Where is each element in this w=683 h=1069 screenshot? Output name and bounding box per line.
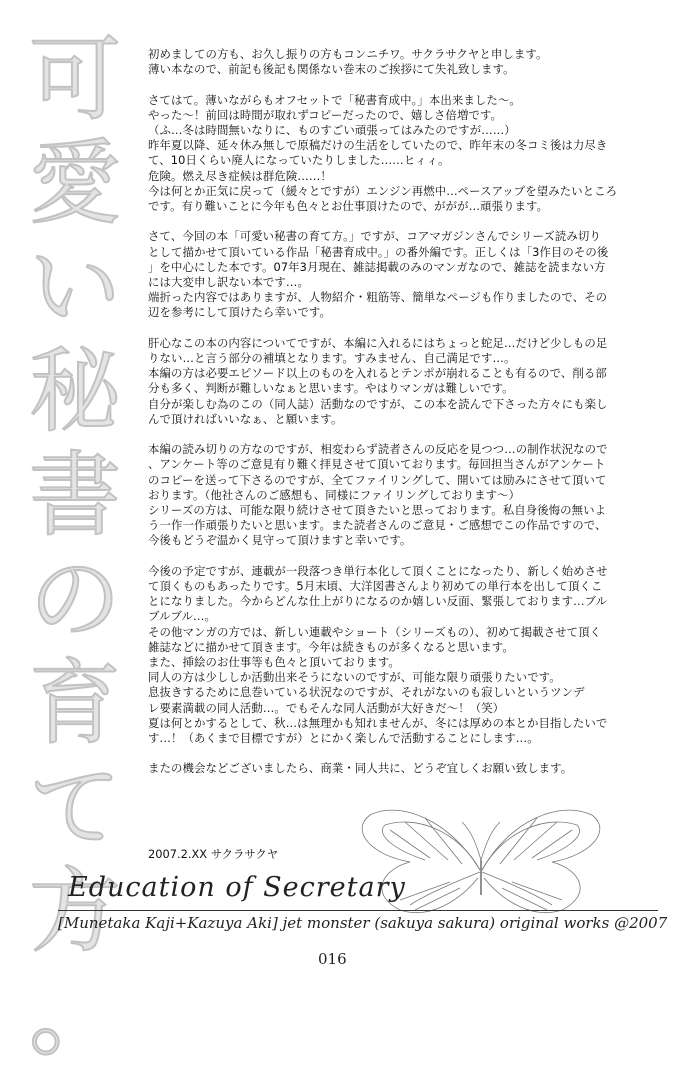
text-line: う一作一作頑張りたいと思います。また読者さんのご意見・ご感想でこの作品ですので、 <box>148 518 607 533</box>
text-line: 夏は何とかするとして、秋…は無理かも知れませんが、冬には厚めの本とか目指したいで <box>148 715 608 730</box>
text-line: 初めましての方も、お久し振りの方もコンニチワ。サクラサクヤと申します。 <box>148 47 548 61</box>
text-line: 端折った内容ではありますが、人物紹介・粗筋等、簡単なページも作りましたので、その <box>148 290 608 305</box>
watermark-char: い <box>28 234 121 341</box>
text-line: 雑誌などに描かせて頂きます。今年は続きものが多くなると思います。 <box>148 639 514 654</box>
text-line: おります。（他社さんのご感想も、同様にファイリングしております～） <box>148 487 521 502</box>
text-line: 本編の読み切りの方なのですが、相変わらず読者さんの反応を見つつ…の制作状況なので <box>148 442 608 457</box>
text-line: 同人の方は少ししか活動出来そうにないのですが、可能な限り頑張りたいです。 <box>148 670 561 685</box>
text-line: 肝心なこの本の内容についてですが、本編に入れるにはちょっと蛇足…だけど少しもの足 <box>148 335 608 350</box>
watermark-char: の <box>28 546 121 653</box>
text-line: んで頂ければいいなぁ、と願います。 <box>148 411 343 426</box>
english-title: Education of Secretary <box>68 872 406 903</box>
watermark-char: 書 <box>28 442 121 549</box>
watermark-char: 方 <box>28 858 121 965</box>
text-line: 」を中心にした本です。07年3月現在、雑誌掲載のみのマンガなので、雑誌を読まない方 <box>148 259 606 274</box>
text-line: またの機会などございましたら、商業・同人共に、どうぞ宜しくお願い致します。 <box>148 761 573 776</box>
afterword-paragraph <box>148 761 668 776</box>
text-line: す…！（あくまで目標ですが）とにかく楽しんで活動することにします…。 <box>148 731 539 746</box>
text-line: さて、今回の本「可愛い秘書の育て方。」ですが、コアマガジンさんでシリーズ読み切り <box>148 229 601 244</box>
text-line: 今は何とか正気に戻って（緩々とですが）エンジン再燃中…ペースアップを望みたいところ <box>148 183 618 198</box>
page-number: 016 <box>318 950 347 968</box>
afterword-paragraph <box>148 47 668 77</box>
credits-line: [Munetaka Kaji+Kazuya Aki] jet monster (sakuya sakura) original works @2007 <box>58 910 658 932</box>
text-line: 自分が楽しむ為のこの（同人誌）活動なのですが、この本を読んで下さった方々にも楽し <box>148 396 608 411</box>
text-line: として描かせて頂いている作品「秘書育成中。」の番外編です。正しくは「3作目のその後 <box>148 244 609 259</box>
afterword-paragraph <box>148 442 668 548</box>
signature: 2007.2.XX サクラサクヤ <box>148 847 279 861</box>
text-line: 、アンケート等のご意見有り難く拝見させて頂いております。毎回担当さんがアンケート <box>148 457 606 472</box>
text-line: 危険。燃え尽き症候は群危険……！ <box>148 168 332 183</box>
text-line: 今後の予定ですが、連載が一段落つき単行本化して頂くことになったり、新しく始めさせ <box>148 563 608 578</box>
text-line: て、10日くらい廃人になっていたりしました……ヒィィ。 <box>148 153 450 168</box>
afterword-paragraph <box>148 93 668 215</box>
watermark-char: 。 <box>28 962 121 1069</box>
text-line: レ要素満載の同人活動…。でもそんな同人活動が大好きだ～！（笑） <box>148 700 505 715</box>
text-line: また、挿絵のお仕事等も色々と頂いております。 <box>148 655 400 670</box>
text-line: やった～！前回は時間が取れずコピーだったので、嬉しさ倍増です。 <box>148 107 503 122</box>
text-line: 今後もどうぞ温かく見守って頂けますと幸いです。 <box>148 533 412 548</box>
text-line: 息抜きするために息巻いている状況なのですが、それがないのも寂しいというツンデ <box>148 685 585 700</box>
text-line: とになりました。今からどんな仕上がりになるのか嬉しい反面、緊張しております…ブル <box>148 594 608 609</box>
text-line: その他マンガの方では、新しい連載やショート（シリーズもの）、初めて掲載させて頂く <box>148 624 602 639</box>
text-line: さてはて。薄いながらもオフセットで「秘書育成中。」本出来ました～。 <box>148 92 521 107</box>
afterword-body <box>148 47 668 792</box>
text-line: ブルブル…。 <box>148 609 217 624</box>
watermark-char: て <box>28 754 121 861</box>
text-line: りない…と言う部分の補填となります。すみません、自己満足です…。 <box>148 351 516 366</box>
text-line: には大変申し訳ない本です…。 <box>148 275 309 290</box>
watermark-char: 育 <box>28 650 121 757</box>
text-line: のコピーを送って下さるのですが、全てファイリングして、開いては励みにさせて頂いて <box>148 472 607 487</box>
text-line: （ふ…冬は時間無いなりに、ものすごい頑張ってはみたのですが……） <box>148 123 516 137</box>
afterword-paragraph <box>148 229 668 320</box>
watermark-char: 可 <box>28 26 121 133</box>
text-line: 昨年夏以降、延々休み無しで原稿だけの生活をしていたので、昨年末の冬コミ後は力尽き <box>148 138 608 153</box>
text-line: 辺を参考にして頂けたら幸いです。 <box>148 305 331 320</box>
text-line: シリーズの方は、可能な限り続けさせて頂きたいと思っております。私自身後悔の無いよ <box>148 503 607 518</box>
text-line: です。有り難いことに今年も色々とお仕事頂けたので、ががが…頑張ります。 <box>148 199 549 214</box>
afterword-paragraph <box>148 336 668 427</box>
text-line: 分も多く、判断が難しいなぁと思います。やはりマンガは難しいです。 <box>148 381 514 396</box>
watermark-char: 秘 <box>28 338 121 445</box>
text-line: 薄い本なので、前記も後記も関係ない巻末のご挨拶にて失礼致します。 <box>148 62 515 77</box>
afterword-paragraph <box>148 564 668 746</box>
text-line: 本編の方は必要エピソード以上のものを入れるとテンポが崩れることも有るので、削る部 <box>148 366 607 381</box>
text-line: て頂くものもあったりです。5月末頃、大洋図書さんより初めての単行本を出して頂くこ <box>148 579 603 594</box>
watermark-char: 愛 <box>28 130 121 237</box>
